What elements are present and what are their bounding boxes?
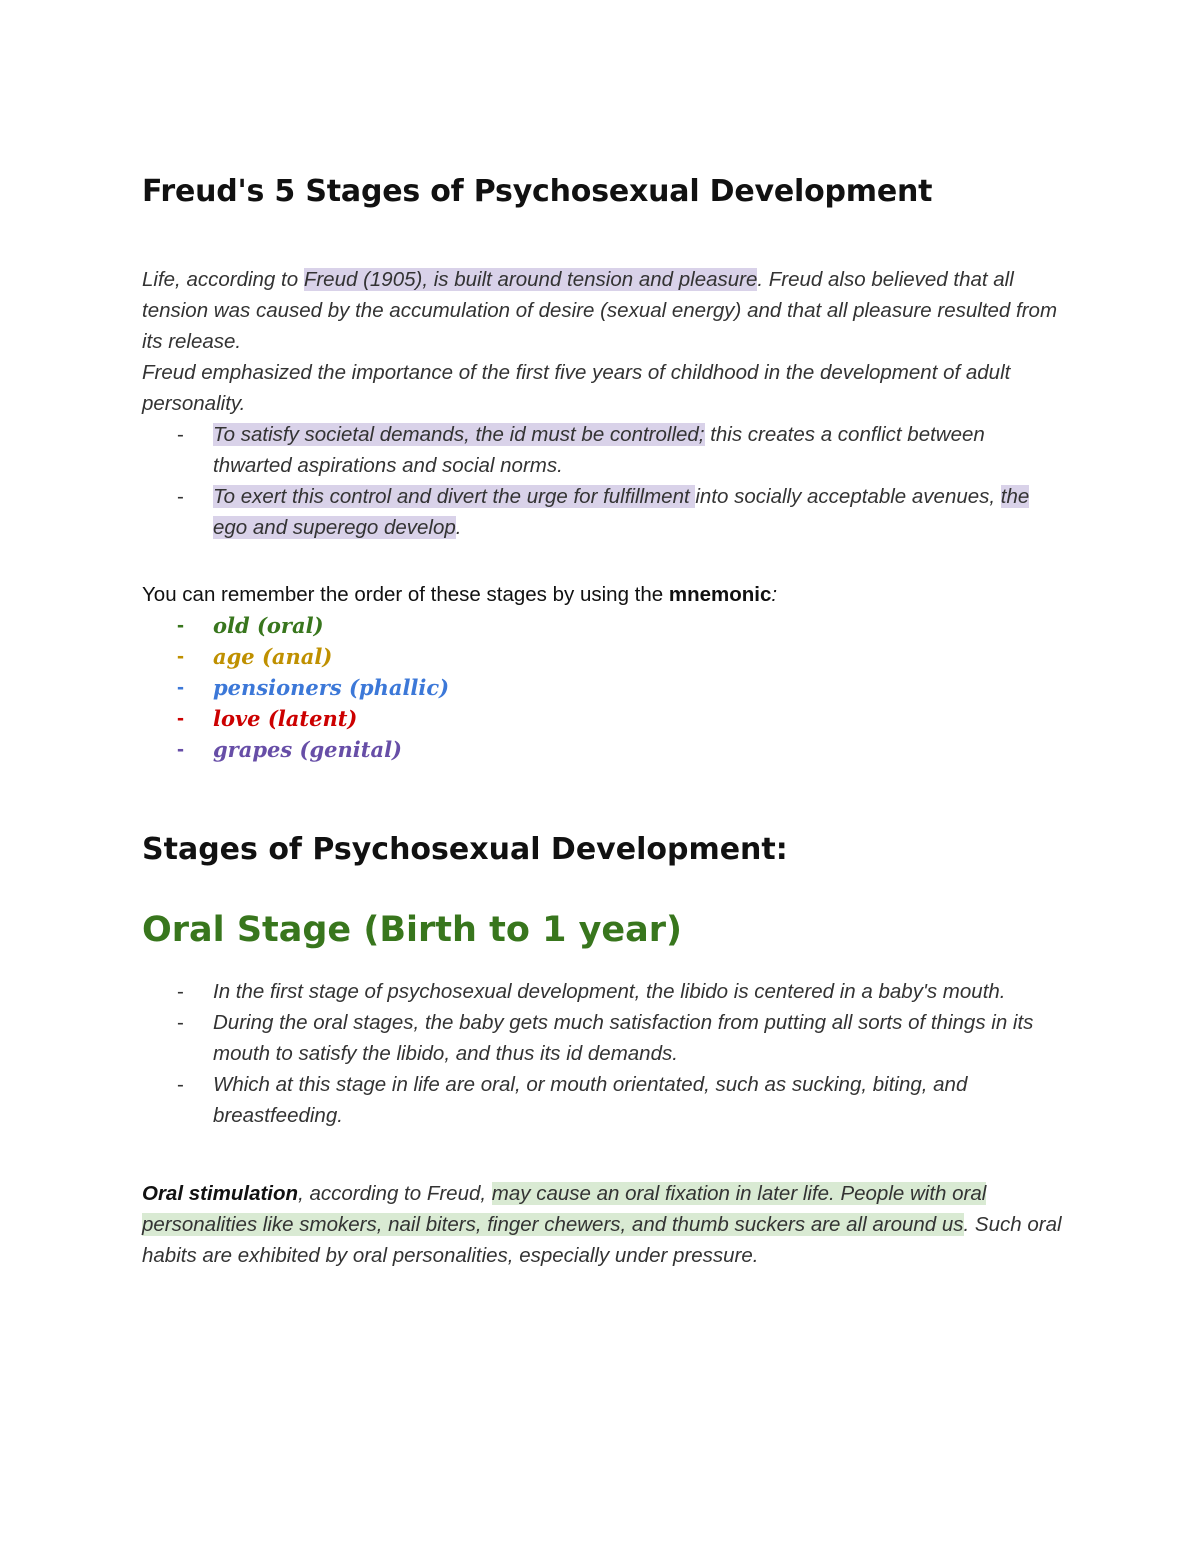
mnemonic-text: pensioners (phallic)	[213, 675, 450, 700]
intro-paragraph-2: Freud emphasized the importance of the first five years of childhood in the development of adult personality.	[142, 361, 1011, 415]
bullet-highlight: To satisfy societal demands, the id must be controlled;	[213, 423, 705, 446]
mnemonic-item-anal	[142, 641, 449, 672]
mnemonic-text: old (oral)	[213, 613, 324, 638]
document-title: Freud's 5 Stages of Psychosexual Development	[142, 174, 933, 209]
list-item	[142, 1069, 1062, 1131]
oral-bullet-list	[142, 976, 1062, 1131]
mnemonic-bold: mnemonic	[668, 583, 772, 606]
oral-para-rest: . Such oral habits are exhibited by oral personalities, especially under pressure.	[142, 1213, 1062, 1267]
mnemonic-item-latent	[142, 703, 449, 734]
dash-bullet: -	[177, 645, 184, 668]
intro-lead-text: Life, according to	[142, 268, 304, 291]
list-item	[142, 976, 1062, 1007]
bullet-highlight-2: the ego and superego develop	[213, 485, 1030, 539]
dash-bullet: -	[177, 676, 184, 699]
bullet-text: Which at this stage in life are oral, or mouth orientated, such as sucking, biting, and breastfeeding.	[213, 1073, 968, 1127]
mnemonic-intro	[142, 579, 777, 610]
mnemonic-list	[142, 610, 449, 765]
intro-highlight: Freud (1905), is built around tension and pleasure	[303, 268, 758, 291]
list-item	[142, 481, 1062, 543]
bullet-text: In the first stage of psychosexual development, the libido is centered in a baby's mouth.	[213, 980, 1006, 1003]
intro-bullet-list	[142, 419, 1062, 543]
mnemonic-text: grapes (genital)	[213, 737, 402, 762]
dash-bullet: -	[177, 485, 184, 508]
stages-heading: Stages of Psychosexual Development:	[142, 832, 788, 867]
dash-bullet: -	[177, 423, 184, 446]
dash-bullet: -	[177, 1073, 184, 1096]
mnemonic-colon: :	[771, 583, 778, 606]
intro-rest-text: . Freud also believed that all tension was caused by the accumulation of desire (sexual energy) and that all pleasure resulted from its release.	[142, 268, 1058, 353]
bullet-text: this creates a conflict between thwarted aspirations and social norms.	[213, 423, 985, 477]
dash-bullet: -	[177, 707, 184, 730]
dash-bullet: -	[177, 614, 184, 637]
bullet-highlight: To exert this control and divert the urge for fulfillment	[213, 485, 696, 508]
bullet-end-text: .	[455, 516, 462, 539]
oral-stimulation-paragraph	[142, 1178, 1062, 1271]
mnemonic-item-phallic	[142, 672, 449, 703]
dash-bullet: -	[177, 980, 184, 1003]
oral-stimulation-bold: Oral stimulation	[142, 1182, 299, 1205]
intro-section	[142, 264, 1062, 543]
list-item	[142, 1007, 1062, 1069]
intro-paragraph-1	[142, 264, 1062, 357]
list-item	[142, 419, 1062, 481]
bullet-text: During the oral stages, the baby gets much satisfaction from putting all sorts of things in its mouth to satisfy the libido, and thus its id demands.	[213, 1011, 1034, 1065]
mnemonic-lead-text: You can remember the order of these stages by using the	[142, 583, 669, 606]
mnemonic-item-oral	[142, 610, 449, 641]
oral-stage-heading: Oral Stage (Birth to 1 year)	[142, 910, 683, 950]
dash-bullet: -	[177, 1011, 184, 1034]
dash-bullet: -	[177, 738, 184, 761]
mnemonic-text: age (anal)	[213, 644, 333, 669]
mnemonic-text: love (latent)	[213, 706, 358, 731]
mnemonic-item-genital	[142, 734, 449, 765]
bullet-text: into socially acceptable avenues,	[695, 485, 1001, 508]
oral-para-highlight: may cause an oral fixation in later life. People with oral personalities like smokers, nail biters, finger chewers, and thumb suckers are all around us	[142, 1182, 987, 1236]
oral-para-lead: , according to Freud,	[298, 1182, 492, 1205]
